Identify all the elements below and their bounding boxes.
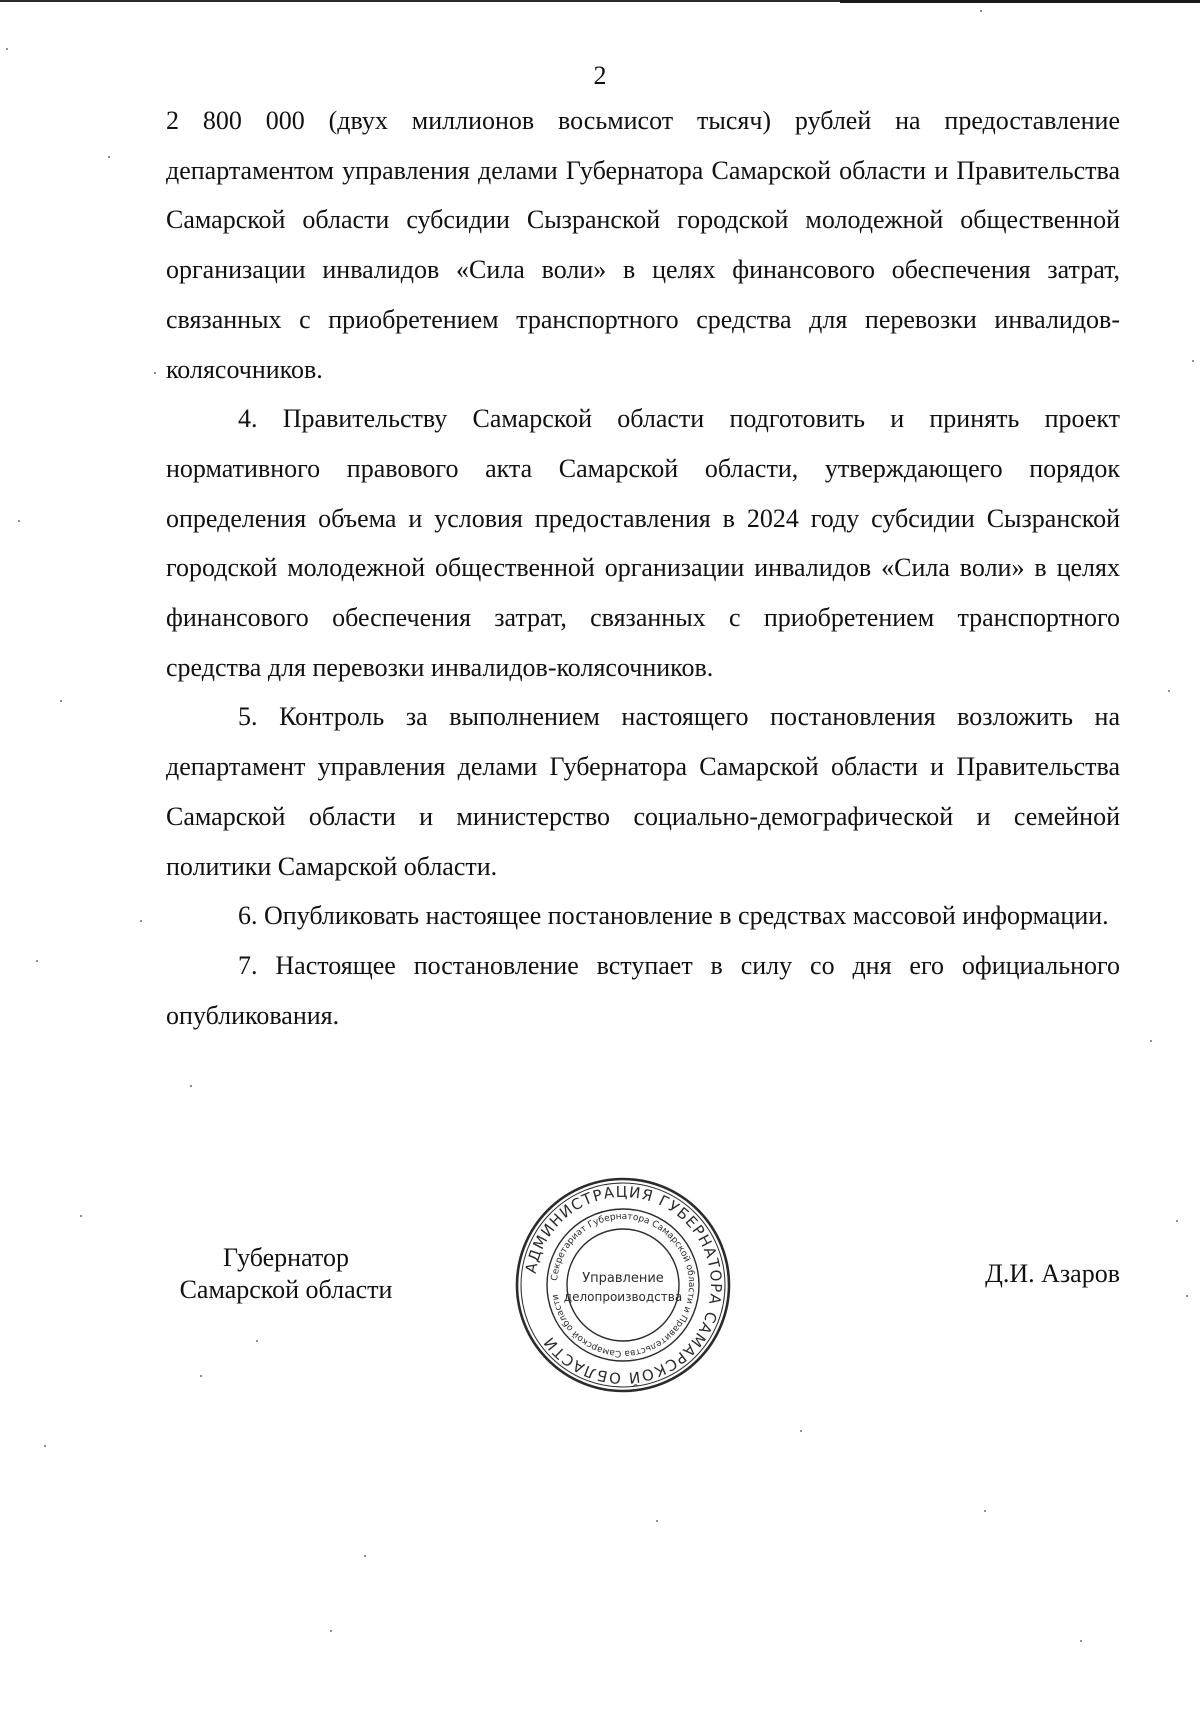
page-number: 2 bbox=[593, 61, 607, 90]
top-border-line-thick bbox=[840, 0, 1200, 3]
official-seal-stamp bbox=[508, 1170, 738, 1400]
paragraph-5: 5. Контроль за выполнением настоящего постановления возложить на департамент управления делами Губернатора Самарской области и Правительства Самарской области и министерство социально-демографической и семейной политики Самарской области. bbox=[166, 702, 1120, 881]
stamp-outer-text-path: АДМИНИСТРАЦИЯ ГУБЕРНАТОРА САМАРСКОЙ ОБЛАСТИ bbox=[521, 1182, 726, 1388]
paragraph-6: 6. Опубликовать настоящее постановление в средствах массовой информации. bbox=[238, 901, 1109, 931]
signatory-title-line-1: Губернатор bbox=[223, 1243, 349, 1272]
document-body bbox=[166, 96, 1120, 1040]
stamp-inner-text-path: Секретариат Губернатора Самарской области и Правительства Самарской области bbox=[550, 1211, 697, 1359]
signatory-title-line-2: Самарской области bbox=[179, 1275, 393, 1304]
stamp-center-line-1: Управление bbox=[582, 1271, 664, 1286]
stamp-center-line-2: делопроизводства bbox=[563, 1290, 683, 1304]
signatory-name: Д.И. Азаров bbox=[985, 1259, 1120, 1288]
signatory-title bbox=[166, 1242, 406, 1306]
paragraph-3-continuation: 2 800 000 (двух миллионов восьмисот тысяч) рублей на предоставление департаментом управления делами Губернатора Самарской области и Правительства Самарской области субсидии Сызранской городской молодежной общественной организации инвалидов «Сила воли» в целях финансового обеспечения затрат, связанных с приобретением транспортного средства для перевозки инвалидов-колясочников. bbox=[166, 106, 1120, 384]
paragraph-7: 7. Настоящее постановление вступает в силу со дня его официального опубликования. bbox=[166, 950, 1120, 1030]
paragraph-4: 4. Правительству Самарской области подготовить и принять проект нормативного правового акта Самарской области, утверждающего порядок определения объема и условия предоставления в 2024 году субсидии Сызранской городской молодежной общественной организации инвалидов «Сила воли» в целях финансового обеспечения затрат, связанных с приобретением транспортного средства для перевозки инвалидов-колясочников. bbox=[166, 404, 1120, 682]
